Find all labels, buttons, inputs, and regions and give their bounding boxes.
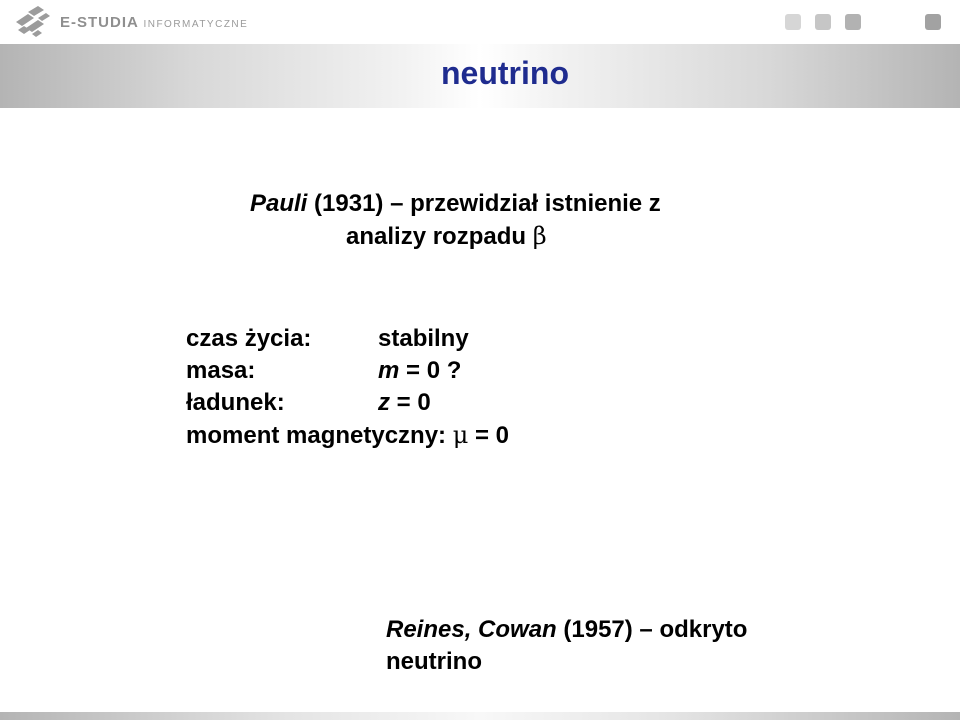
brand-subtitle: INFORMATYCZNE [143, 18, 249, 30]
logo-icon [12, 4, 52, 40]
title-band [0, 44, 960, 108]
charge-label: ładunek: [186, 389, 285, 416]
lifetime-label: czas życia: [186, 325, 312, 352]
nav-square-button-2[interactable] [815, 14, 831, 30]
pauli-prediction [250, 188, 661, 253]
property-charge [186, 387, 509, 419]
discovery-line-2: neutrino [386, 648, 482, 675]
pauli-line-2-text: analizy rozpadu [346, 223, 533, 250]
pauli-line-1 [250, 190, 661, 217]
nav-square-button-3[interactable] [845, 14, 861, 30]
discovery-line-1-text: (1957) – odkryto [556, 616, 748, 643]
slide-title: neutrino [441, 55, 569, 91]
brand-name: E-STUDIA INFORMATYCZNE [60, 13, 249, 31]
nav-square-button-1[interactable] [785, 14, 801, 30]
brand-logo [12, 4, 248, 40]
top-header [0, 0, 960, 44]
moment-value: = 0 [468, 422, 510, 449]
bottom-bar [0, 712, 960, 720]
discovery-authors: Reines, Cowan [386, 616, 557, 643]
property-lifetime [186, 323, 509, 355]
moment-label: moment magnetyczny: [186, 422, 453, 449]
pauli-line-1-text: (1931) – przewidział istnienie z [307, 190, 661, 217]
nav-square-button-4[interactable] [925, 14, 941, 30]
pauli-author: Pauli [250, 190, 308, 217]
lifetime-value: stabilny [378, 325, 469, 352]
mu-symbol: μ [452, 421, 469, 449]
property-mass [186, 355, 509, 387]
mass-value: = 0 ? [399, 357, 462, 384]
charge-value: = 0 [390, 389, 431, 416]
mass-symbol: m [378, 357, 400, 384]
charge-symbol: z [378, 389, 390, 416]
discovery-line-1 [386, 614, 747, 646]
neutrino-properties [186, 323, 509, 451]
beta-symbol: β [532, 222, 547, 250]
pauli-line-2 [346, 220, 661, 253]
property-magnetic-moment [186, 419, 509, 451]
mass-label: masa: [186, 357, 256, 384]
discovery-note [386, 614, 747, 678]
